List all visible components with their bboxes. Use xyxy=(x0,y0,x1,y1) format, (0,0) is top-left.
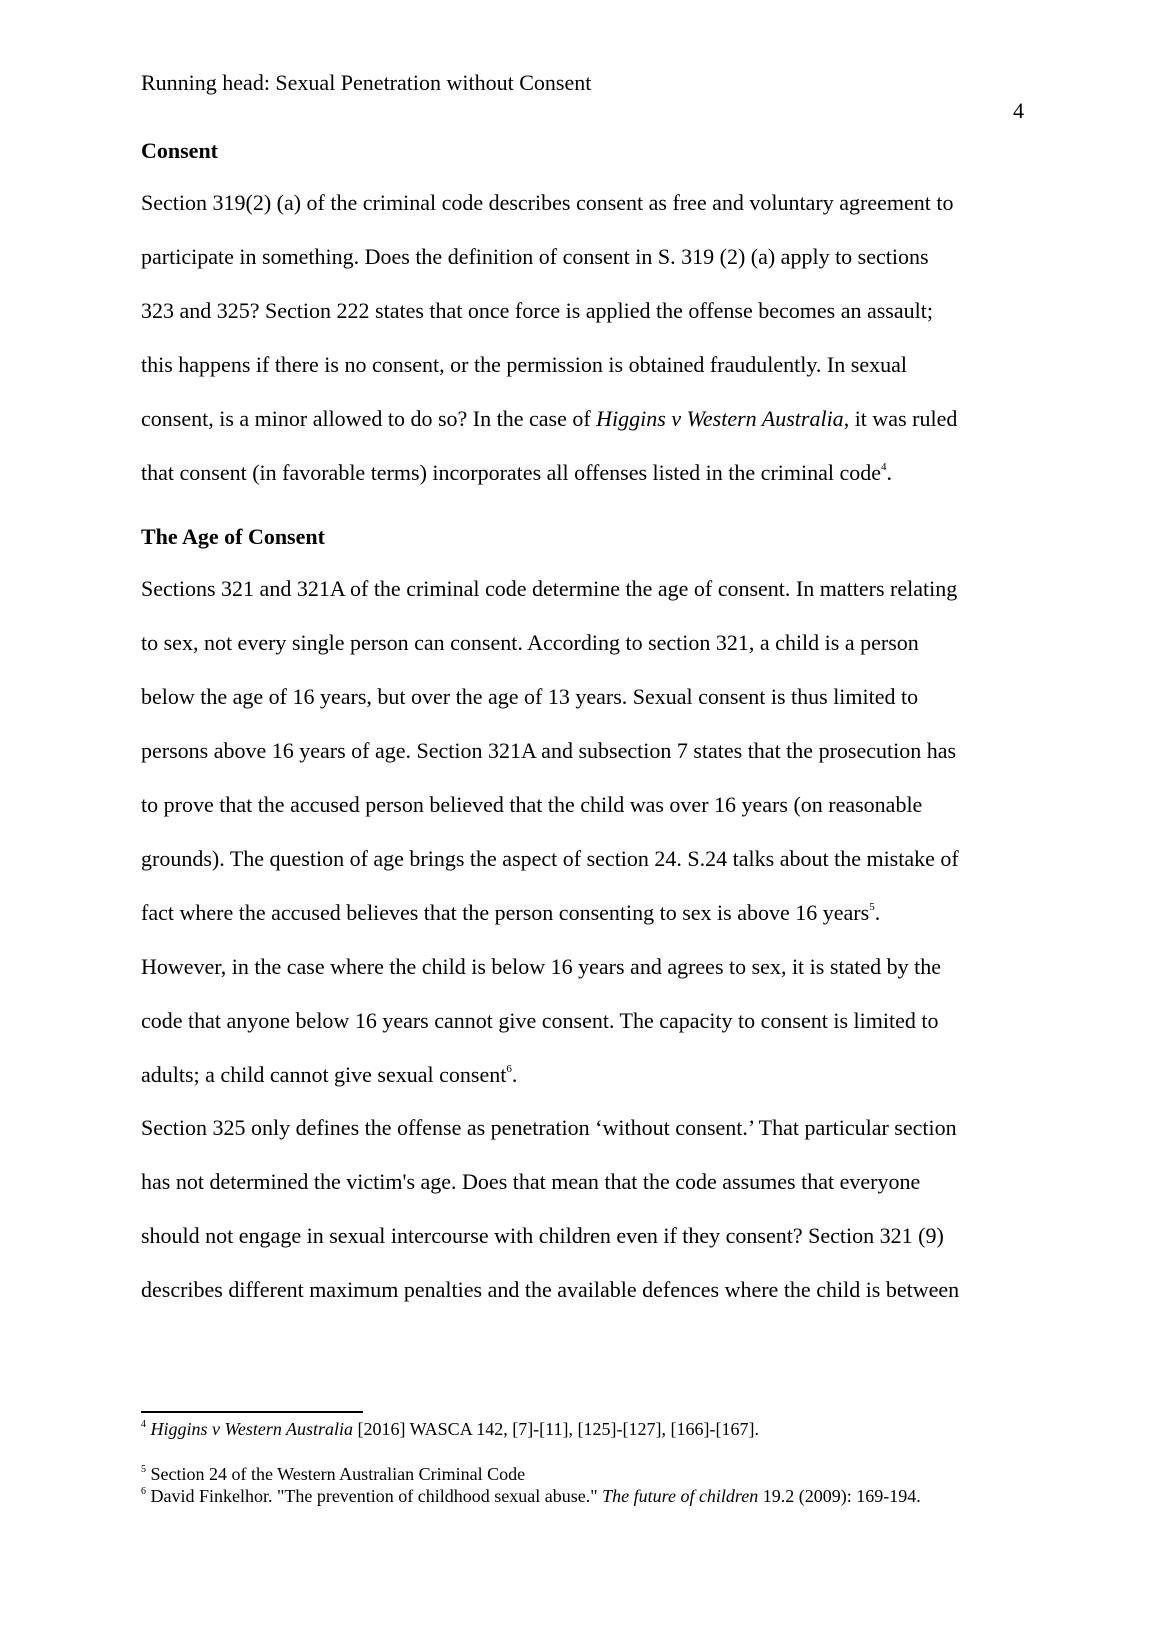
text-line xyxy=(141,406,1031,460)
heading-consent: Consent xyxy=(141,138,219,163)
text-line: 323 and 325? Section 222 states that once force is applied the offense becomes an assault; xyxy=(141,298,933,323)
text-line: persons above 16 years of age. Section 321A and subsection 7 states that the prosecution has xyxy=(141,738,957,763)
text-line xyxy=(141,1062,1031,1116)
text-line xyxy=(141,900,1031,954)
text-line: However, in the case where the child is below 16 years and agrees to sex, it is stated by the xyxy=(141,954,942,979)
footnote-number: 4 xyxy=(141,1419,146,1430)
text-line: participate in something. Does the definition of consent in S. 319 (2) (a) apply to sections xyxy=(141,244,929,269)
text-line xyxy=(141,460,1031,514)
running-head: Running head: Sexual Penetration without Consent xyxy=(141,70,592,95)
text-line: to prove that the accused person believed that the child was over 16 years (on reasonable xyxy=(141,792,923,817)
text-line: should not engage in sexual intercourse with children even if they consent? Section 321 (9) xyxy=(141,1223,944,1248)
text-line: Section 325 only defines the offense as penetration ‘without consent.’ That particular section xyxy=(141,1115,957,1140)
text-fragment: that consent (in favorable terms) incorporates all offenses listed in the criminal code xyxy=(141,460,882,485)
text-fragment: . xyxy=(874,900,881,925)
case-name: Higgins v Western Australia xyxy=(596,406,844,431)
footnote-ref-5[interactable]: 5 xyxy=(869,900,875,913)
text-fragment: fact where the accused believes that the person consenting to sex is above 16 years xyxy=(141,900,870,925)
case-name: Higgins v Western Australia xyxy=(150,1419,354,1439)
text-fragment: David Finkelhor. "The prevention of childhood sexual abuse." xyxy=(146,1486,603,1506)
journal-name: The future of children xyxy=(602,1486,759,1506)
text-line: to sex, not every single person can consent. According to section 321, a child is a person xyxy=(141,630,919,655)
footnote-number: 5 xyxy=(141,1464,146,1475)
footnote-ref-6[interactable]: 6 xyxy=(506,1062,512,1075)
text-line: this happens if there is no consent, or the permission is obtained fraudulently. In sexual xyxy=(141,352,907,377)
text-fragment: , it was ruled xyxy=(843,406,958,431)
page-number: 4 xyxy=(1013,98,1024,123)
text-fragment: Section 24 of the Western Australian Criminal Code xyxy=(146,1464,526,1484)
footnote-5 xyxy=(141,1463,525,1485)
paragraph-consent xyxy=(141,190,1031,514)
text-fragment: [2016] WASCA 142, [7]-[11], [125]-[127], [166]-[167]. xyxy=(353,1419,759,1439)
footnote-number: 6 xyxy=(141,1486,146,1497)
text-line: code that anyone below 16 years cannot give consent. The capacity to consent is limited to xyxy=(141,1008,939,1033)
text-fragment: . xyxy=(511,1062,518,1087)
text-line: has not determined the victim's age. Does that mean that the code assumes that everyone xyxy=(141,1169,921,1194)
text-line: describes different maximum penalties and the available defences where the child is between xyxy=(141,1277,960,1302)
text-fragment: 19.2 (2009): 169-194. xyxy=(758,1486,921,1506)
text-line: Section 319(2) (a) of the criminal code describes consent as free and voluntary agreement to xyxy=(141,190,954,215)
text-line: below the age of 16 years, but over the age of 13 years. Sexual consent is thus limited to xyxy=(141,684,919,709)
text-fragment: adults; a child cannot give sexual consent xyxy=(141,1062,507,1087)
footnote-separator xyxy=(141,1411,363,1413)
paragraph-section-325 xyxy=(141,1115,1031,1331)
heading-age-of-consent: The Age of Consent xyxy=(141,524,325,549)
footnote-4 xyxy=(141,1418,759,1440)
text-line: Sections 321 and 321A of the criminal code determine the age of consent. In matters relating xyxy=(141,576,958,601)
paragraph-age-of-consent xyxy=(141,576,1031,1116)
text-line: grounds). The question of age brings the aspect of section 24. S.24 talks about the mistake of xyxy=(141,846,959,871)
text-fragment: consent, is a minor allowed to do so? In the case of xyxy=(141,406,597,431)
footnote-6 xyxy=(141,1485,921,1507)
text-fragment: . xyxy=(886,460,893,485)
footnote-ref-4[interactable]: 4 xyxy=(881,460,887,473)
